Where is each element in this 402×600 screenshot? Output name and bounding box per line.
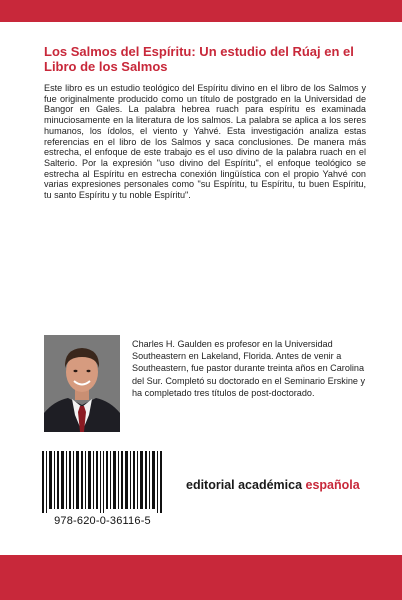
publisher-name-part1: editorial académica — [186, 478, 306, 492]
publisher-name-part2: española — [305, 478, 360, 492]
publisher-name — [186, 478, 386, 492]
top-color-band — [0, 0, 402, 22]
isbn-number: 978-620-0-36116-5 — [54, 515, 151, 527]
book-title: Los Salmos del Espíritu: Un estudio del Rúaj en el Libro de los Salmos — [44, 44, 354, 74]
bottom-color-band — [0, 555, 402, 600]
book-description: Este libro es un estudio teológico del Espíritu divino en el libro de los Salmos y fue originalmente producido como un título de postgrado en la Universidad de Bangor en Gales. La palabra hebrea ruach para espíritu es examinada minuciosamente en la literatura de los salmos. La palabra se aplica a los seres humanos, los ídolos, el viento y Yahvé. Esta investigación analiza estas referencias en el libro de los Salmos y saca conclusiones. De manera más estrecha, el enfoque de este trabajo es el uso divino de la palabra ruach en el Salterio. Por la expresión "uso divino del Espíritu", el enfoque teológico se estrecha al Espíritu en estrecha conexión lingüística con el propio Yahvé con varias expresiones personales como "su Espíritu, tu Espíritu, tu buen Espíritu, tu santo Espíritu y tu noble Espíritu". — [44, 83, 366, 201]
author-biography: Charles H. Gaulden es profesor en la Universidad Southeastern en Lakeland, Florida. Antes de venir a Southeastern, fue pastor durante treinta años en Carolina del Sur. Completó su doctorado en el Seminario Erskine y ha completado tres títulos de post-doctorado. — [132, 339, 366, 398]
author-photo — [44, 335, 120, 432]
